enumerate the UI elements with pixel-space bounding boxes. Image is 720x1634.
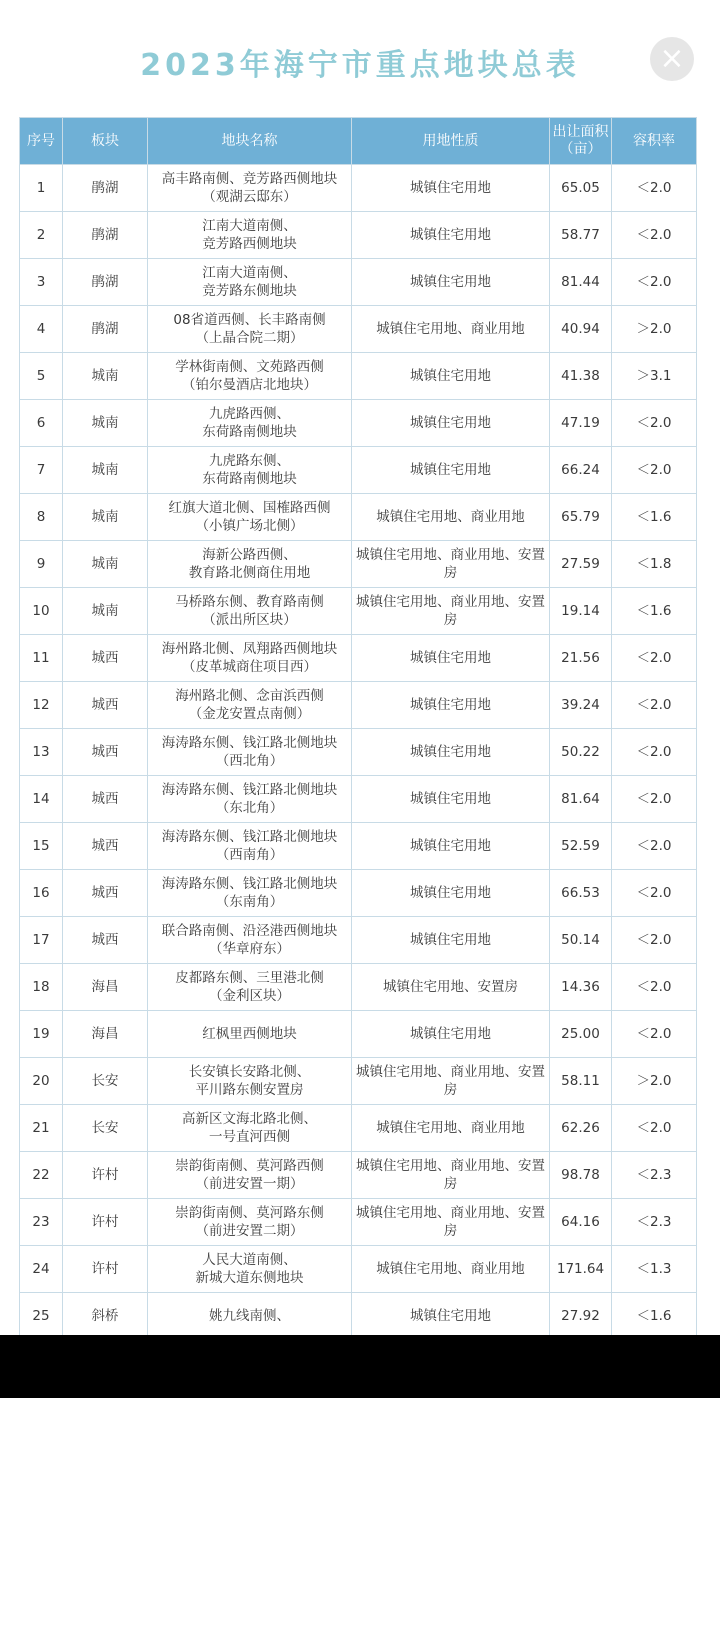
cell-area: 长安: [63, 1058, 148, 1105]
cell-name: 海涛路东侧、钱江路北侧地块 （东北角）: [148, 776, 352, 823]
table-row: [20, 541, 697, 588]
cell-size: 47.19: [550, 400, 612, 447]
cell-no: 21: [20, 1105, 63, 1152]
table-row: [20, 212, 697, 259]
cell-use: 城镇住宅用地、商业用地、安置房: [352, 588, 550, 635]
cell-size: 58.77: [550, 212, 612, 259]
table-row: [20, 1199, 697, 1246]
cell-far: ＜1.3: [612, 1246, 697, 1293]
cell-area: 鹃湖: [63, 212, 148, 259]
cell-area: 城南: [63, 400, 148, 447]
cell-use: 城镇住宅用地、商业用地、安置房: [352, 1199, 550, 1246]
cell-area: 斜桥: [63, 1293, 148, 1340]
cell-size: 65.79: [550, 494, 612, 541]
cell-name: 九虎路西侧、 东荷路南侧地块: [148, 400, 352, 447]
cell-far: ＜1.6: [612, 1293, 697, 1340]
cell-use: 城镇住宅用地、商业用地: [352, 1246, 550, 1293]
header-area: 板块: [63, 118, 148, 165]
cell-far: ＜2.0: [612, 635, 697, 682]
cell-name: 高丰路南侧、竞芳路西侧地块 （观湖云邸东）: [148, 165, 352, 212]
cell-use: 城镇住宅用地: [352, 729, 550, 776]
header-use: 用地性质: [352, 118, 550, 165]
table-row: [20, 400, 697, 447]
cell-name: 海涛路东侧、钱江路北侧地块 （东南角）: [148, 870, 352, 917]
cell-no: 16: [20, 870, 63, 917]
table-row: [20, 306, 697, 353]
cell-size: 98.78: [550, 1152, 612, 1199]
page-title: 2023年海宁市重点地块总表: [140, 48, 580, 83]
cell-far: ＜2.0: [612, 400, 697, 447]
table-row: [20, 1152, 697, 1199]
cell-name: 红枫里西侧地块: [148, 1011, 352, 1058]
cell-area: 许村: [63, 1246, 148, 1293]
cell-size: 27.59: [550, 541, 612, 588]
cell-area: 海昌: [63, 964, 148, 1011]
cell-no: 9: [20, 541, 63, 588]
cell-far: ＜2.0: [612, 1105, 697, 1152]
cell-name: 姚九线南侧、: [148, 1293, 352, 1340]
table-row: [20, 1058, 697, 1105]
land-table-container: [19, 117, 696, 1340]
header-far: 容积率: [612, 118, 697, 165]
cell-name: 九虎路东侧、 东荷路南侧地块: [148, 447, 352, 494]
cell-no: 20: [20, 1058, 63, 1105]
header-no: 序号: [20, 118, 63, 165]
cell-use: 城镇住宅用地、商业用地、安置房: [352, 1058, 550, 1105]
cell-no: 4: [20, 306, 63, 353]
cell-no: 5: [20, 353, 63, 400]
table-row: [20, 823, 697, 870]
cell-no: 6: [20, 400, 63, 447]
cell-no: 14: [20, 776, 63, 823]
cell-far: ＜2.0: [612, 776, 697, 823]
cell-use: 城镇住宅用地: [352, 682, 550, 729]
table-row: [20, 1246, 697, 1293]
cell-far: ＜2.3: [612, 1152, 697, 1199]
cell-name: 皮都路东侧、三里港北侧 （金利区块）: [148, 964, 352, 1011]
cell-size: 21.56: [550, 635, 612, 682]
table-row: [20, 1293, 697, 1340]
cell-use: 城镇住宅用地: [352, 259, 550, 306]
cell-name: 人民大道南侧、 新城大道东侧地块: [148, 1246, 352, 1293]
table-row: [20, 870, 697, 917]
cell-name: 红旗大道北侧、国榷路西侧 （小镇广场北侧）: [148, 494, 352, 541]
cell-use: 城镇住宅用地: [352, 400, 550, 447]
cell-area: 城西: [63, 776, 148, 823]
cell-use: 城镇住宅用地: [352, 447, 550, 494]
cell-size: 66.24: [550, 447, 612, 494]
cell-far: ＜2.0: [612, 870, 697, 917]
cell-size: 52.59: [550, 823, 612, 870]
cell-area: 城南: [63, 588, 148, 635]
cell-no: 22: [20, 1152, 63, 1199]
cell-area: 许村: [63, 1152, 148, 1199]
cell-size: 40.94: [550, 306, 612, 353]
cell-use: 城镇住宅用地: [352, 917, 550, 964]
cell-far: ＜2.0: [612, 682, 697, 729]
cell-far: ＜2.0: [612, 917, 697, 964]
cell-far: ＜2.0: [612, 447, 697, 494]
cell-name: 学林街南侧、文苑路西侧 （铂尔曼酒店北地块）: [148, 353, 352, 400]
cell-far: ＜2.0: [612, 964, 697, 1011]
cell-use: 城镇住宅用地、商业用地、安置房: [352, 541, 550, 588]
cell-no: 8: [20, 494, 63, 541]
cell-far: ＜2.0: [612, 212, 697, 259]
cell-far: ＜1.6: [612, 588, 697, 635]
cell-size: 171.64: [550, 1246, 612, 1293]
cell-area: 长安: [63, 1105, 148, 1152]
cell-no: 3: [20, 259, 63, 306]
close-button[interactable]: [650, 37, 694, 81]
cell-size: 58.11: [550, 1058, 612, 1105]
cell-area: 海昌: [63, 1011, 148, 1058]
cell-size: 19.14: [550, 588, 612, 635]
cell-size: 27.92: [550, 1293, 612, 1340]
table-header-row: [20, 118, 697, 165]
cell-use: 城镇住宅用地、商业用地、安置房: [352, 1152, 550, 1199]
cell-name: 崇韵街南侧、莫河路东侧 （前进安置二期）: [148, 1199, 352, 1246]
cell-use: 城镇住宅用地: [352, 1011, 550, 1058]
cell-name: 高新区文海北路北侧、 一号直河西侧: [148, 1105, 352, 1152]
cell-area: 城南: [63, 353, 148, 400]
cell-area: 鹃湖: [63, 165, 148, 212]
cell-no: 1: [20, 165, 63, 212]
cell-area: 鹃湖: [63, 259, 148, 306]
cell-no: 23: [20, 1199, 63, 1246]
table-row: [20, 165, 697, 212]
cell-far: ＜2.0: [612, 1011, 697, 1058]
cell-far: ＜1.8: [612, 541, 697, 588]
table-row: [20, 729, 697, 776]
cell-far: ＜1.6: [612, 494, 697, 541]
cell-name: 江南大道南侧、 竞芳路西侧地块: [148, 212, 352, 259]
cell-name: 马桥路东侧、教育路南侧 （派出所区块）: [148, 588, 352, 635]
header-size: 出让面积 （亩）: [550, 118, 612, 165]
cell-no: 15: [20, 823, 63, 870]
cell-far: ＜2.0: [612, 823, 697, 870]
cell-far: ＜2.0: [612, 259, 697, 306]
cell-size: 39.24: [550, 682, 612, 729]
bottom-black-bar: [0, 1335, 720, 1398]
cell-size: 65.05: [550, 165, 612, 212]
cell-area: 城西: [63, 917, 148, 964]
table-row: [20, 635, 697, 682]
cell-use: 城镇住宅用地: [352, 165, 550, 212]
cell-use: 城镇住宅用地: [352, 212, 550, 259]
table-row: [20, 917, 697, 964]
table-row: [20, 447, 697, 494]
cell-use: 城镇住宅用地、安置房: [352, 964, 550, 1011]
cell-no: 17: [20, 917, 63, 964]
cell-name: 江南大道南侧、 竞芳路东侧地块: [148, 259, 352, 306]
cell-area: 城南: [63, 494, 148, 541]
cell-area: 城西: [63, 635, 148, 682]
cell-no: 19: [20, 1011, 63, 1058]
cell-no: 13: [20, 729, 63, 776]
cell-name: 海州路北侧、念亩浜西侧 （金龙安置点南侧）: [148, 682, 352, 729]
cell-name: 联合路南侧、沿泾港西侧地块 （华章府东）: [148, 917, 352, 964]
table-row: [20, 259, 697, 306]
cell-name: 海新公路西侧、 教育路北侧商住用地: [148, 541, 352, 588]
table-row: [20, 588, 697, 635]
cell-no: 7: [20, 447, 63, 494]
cell-size: 62.26: [550, 1105, 612, 1152]
cell-area: 城南: [63, 541, 148, 588]
cell-far: ＜2.3: [612, 1199, 697, 1246]
table-row: [20, 494, 697, 541]
cell-far: ＞2.0: [612, 306, 697, 353]
close-icon: ×: [659, 41, 685, 76]
cell-name: 海涛路东侧、钱江路北侧地块 （西北角）: [148, 729, 352, 776]
cell-no: 12: [20, 682, 63, 729]
cell-use: 城镇住宅用地、商业用地: [352, 306, 550, 353]
cell-size: 50.14: [550, 917, 612, 964]
cell-area: 城南: [63, 447, 148, 494]
cell-size: 50.22: [550, 729, 612, 776]
table-row: [20, 1011, 697, 1058]
cell-size: 14.36: [550, 964, 612, 1011]
cell-size: 66.53: [550, 870, 612, 917]
cell-name: 长安镇长安路北侧、 平川路东侧安置房: [148, 1058, 352, 1105]
cell-size: 81.64: [550, 776, 612, 823]
cell-name: 08省道西侧、长丰路南侧 （上晶合院二期）: [148, 306, 352, 353]
cell-size: 81.44: [550, 259, 612, 306]
table-row: [20, 353, 697, 400]
cell-area: 鹃湖: [63, 306, 148, 353]
cell-area: 城西: [63, 682, 148, 729]
cell-use: 城镇住宅用地: [352, 1293, 550, 1340]
table-row: [20, 1105, 697, 1152]
cell-size: 25.00: [550, 1011, 612, 1058]
cell-area: 许村: [63, 1199, 148, 1246]
cell-far: ＞3.1: [612, 353, 697, 400]
header-name: 地块名称: [148, 118, 352, 165]
cell-use: 城镇住宅用地、商业用地: [352, 494, 550, 541]
cell-use: 城镇住宅用地: [352, 776, 550, 823]
cell-name: 海涛路东侧、钱江路北侧地块 （西南角）: [148, 823, 352, 870]
cell-no: 24: [20, 1246, 63, 1293]
cell-far: ＞2.0: [612, 1058, 697, 1105]
cell-use: 城镇住宅用地: [352, 635, 550, 682]
table-row: [20, 776, 697, 823]
land-table: [19, 117, 697, 1340]
cell-area: 城西: [63, 729, 148, 776]
cell-size: 64.16: [550, 1199, 612, 1246]
cell-no: 2: [20, 212, 63, 259]
cell-no: 11: [20, 635, 63, 682]
cell-no: 25: [20, 1293, 63, 1340]
cell-no: 10: [20, 588, 63, 635]
cell-size: 41.38: [550, 353, 612, 400]
table-row: [20, 682, 697, 729]
cell-no: 18: [20, 964, 63, 1011]
cell-use: 城镇住宅用地、商业用地: [352, 1105, 550, 1152]
cell-far: ＜2.0: [612, 165, 697, 212]
cell-name: 崇韵街南侧、莫河路西侧 （前进安置一期）: [148, 1152, 352, 1199]
cell-use: 城镇住宅用地: [352, 823, 550, 870]
cell-use: 城镇住宅用地: [352, 353, 550, 400]
cell-area: 城西: [63, 823, 148, 870]
table-row: [20, 964, 697, 1011]
cell-name: 海州路北侧、凤翔路西侧地块 （皮革城商住项目西）: [148, 635, 352, 682]
cell-use: 城镇住宅用地: [352, 870, 550, 917]
cell-area: 城西: [63, 870, 148, 917]
cell-far: ＜2.0: [612, 729, 697, 776]
